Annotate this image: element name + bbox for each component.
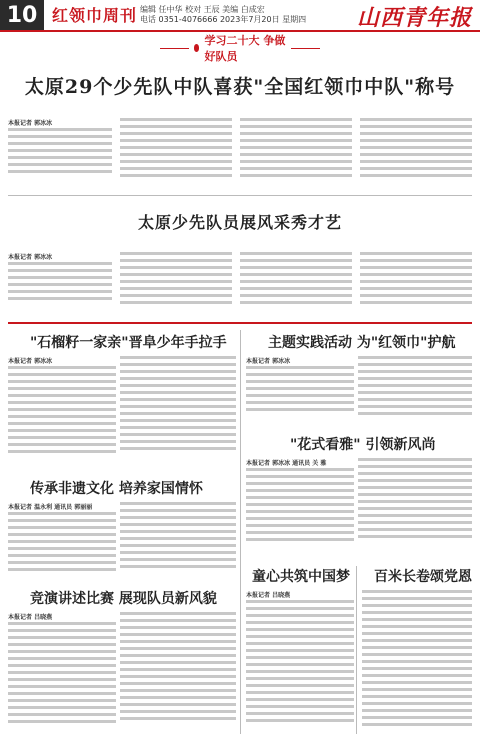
headline-1: 太原29个少先队中队喜获"全国红领巾中队"称号 [24,76,456,98]
phone-line: 电话 0351-4076666 2023年7月20日 星期四 [140,15,307,24]
article-9-text [362,590,472,734]
article-7-text-col2 [120,612,236,734]
section-title: 红领巾周刊 [52,6,138,25]
article-8-title: 童心共筑中国梦 [252,569,350,585]
article-4-text [246,366,354,424]
article-3-text-col2 [120,356,236,464]
article-1-text-col2 [120,118,232,186]
article-7-title: 竞演讲述比赛 展现队员新风貌 [30,591,217,607]
byline-top-2: 本报记者 郭冰冰 [8,254,53,261]
byline-top-1: 本报记者 郭冰冰 [8,120,53,127]
article-5-byline: 本报记者 温永利 通讯员 郭丽丽 [8,504,93,511]
banner-line-right [291,48,320,49]
article-6-text [246,468,354,554]
page-number: 10 [0,0,44,30]
article-1-text [8,128,112,186]
article-4-byline: 本报记者 郭冰冰 [246,358,291,365]
editor-line: 编辑 任中华 校对 王辰 美编 白成宏 [140,5,265,14]
article-8-text [246,600,354,734]
banner-line-left [160,48,189,49]
article-8-byline: 本报记者 吕晓燕 [246,592,291,599]
article-5-text [8,512,116,578]
topic-banner-text: 学习二十大 争做好队员 [204,34,286,63]
article-1-text-col4 [360,118,472,186]
article-5-text-col2 [120,502,236,578]
article-2-text [8,262,112,312]
red-divider [8,322,472,324]
article-4-title: 主题实践活动 为"红领巾"护航 [268,335,456,351]
masthead [0,0,480,32]
topic-banner [160,34,320,63]
column-divider [240,330,241,734]
article-1-text-col3 [240,118,352,186]
article-3-text [8,366,116,464]
article-7-text [8,622,116,734]
article-3-title: "石榴籽一家亲"晋阜少年手拉手 [30,335,227,351]
article-2-text-col2 [120,252,232,312]
article-9-title: 百米长卷颂党恩 [374,569,472,585]
article-6-title: "花式看雅" 引领新风尚 [290,437,436,453]
newspaper-logo: 山西青年报 [356,5,472,31]
banner-dot-icon [194,44,200,52]
article-6-byline: 本报记者 郭冰冰 通讯员 关 雅 [246,460,327,467]
article-5-title: 传承非遗文化 培养家国情怀 [30,481,203,497]
article-4-text-col2 [358,356,472,424]
article-7-byline: 本报记者 吕晓燕 [8,614,53,621]
article-2-text-col4 [360,252,472,312]
article-6-text-col2 [358,458,472,554]
headline-2: 太原少先队员展风采秀才艺 [137,213,342,232]
article-2-text-col3 [240,252,352,312]
divider-1 [8,195,472,196]
column-divider-2 [356,566,357,734]
article-3-byline: 本报记者 郭冰冰 [8,358,53,365]
masthead-meta [140,5,306,25]
